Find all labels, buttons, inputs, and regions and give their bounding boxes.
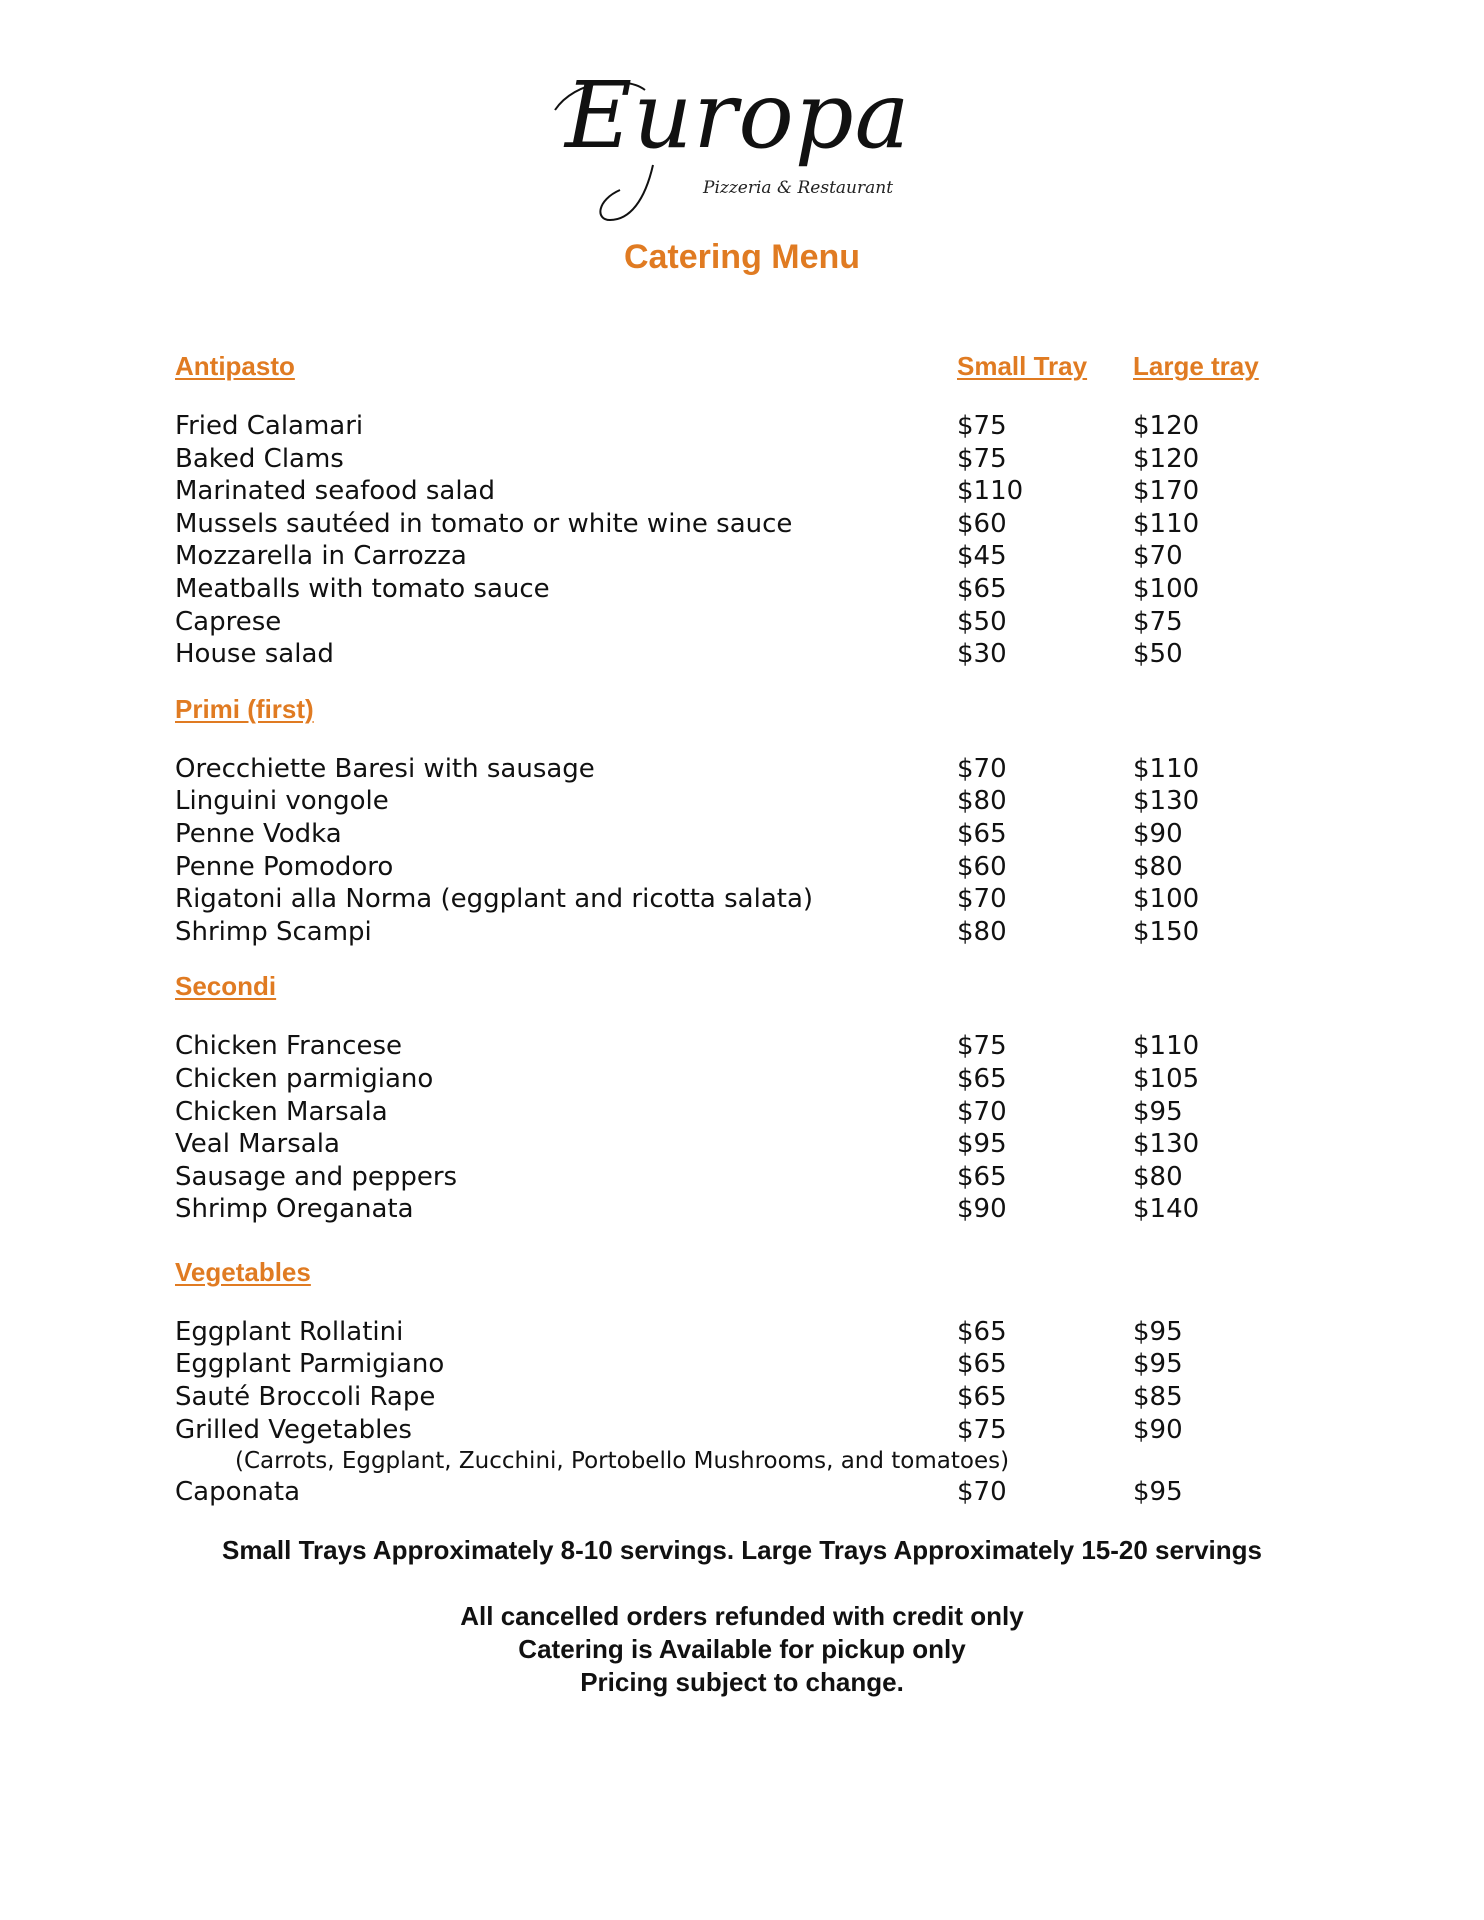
menu-item	[175, 1414, 1355, 1447]
large-tray-price: $130	[1133, 786, 1200, 817]
item-name: Caprese	[175, 606, 282, 637]
large-tray-price: $85	[1133, 1382, 1183, 1413]
small-tray-price: $90	[957, 1194, 1007, 1225]
item-name: Chicken Francese	[175, 1031, 403, 1062]
large-tray-price: $70	[1133, 541, 1183, 572]
small-tray-price: $70	[957, 1096, 1007, 1127]
small-tray-price: $110	[957, 476, 1024, 507]
menu-item	[175, 1063, 1355, 1096]
item-name: Eggplant Rollatini	[175, 1316, 404, 1347]
menu-item	[175, 638, 1355, 671]
section-heading-vegetables	[175, 1254, 1355, 1290]
large-tray-price: $120	[1133, 443, 1200, 474]
small-tray-price: $30	[957, 639, 1007, 670]
small-tray-price: $65	[957, 1063, 1007, 1094]
large-tray-price: $95	[1133, 1316, 1183, 1347]
column-header-large-tray: Large tray	[1133, 351, 1259, 381]
small-tray-price: $75	[957, 1031, 1007, 1062]
section-title: Vegetables	[175, 1256, 311, 1287]
section-title: Secondi	[175, 971, 277, 1002]
menu-item	[175, 410, 1355, 443]
large-tray-price: $95	[1133, 1349, 1183, 1380]
item-name: Eggplant Parmigiano	[175, 1349, 445, 1380]
small-tray-price: $70	[957, 753, 1007, 784]
item-name: Fried Calamari	[175, 411, 364, 441]
large-tray-price: $75	[1133, 606, 1183, 637]
item-name: Veal Marsala	[175, 1129, 340, 1160]
small-tray-price: $95	[957, 1129, 1007, 1160]
item-name: Orecchiette Baresi with sausage	[175, 753, 595, 784]
large-tray-price: $150	[1133, 916, 1200, 947]
policy-line: Pricing subject to change.	[580, 1667, 904, 1697]
large-tray-price: $170	[1133, 476, 1200, 507]
logo-subtitle: Pizzeria & Restaurant	[703, 178, 894, 198]
section-heading-secondi	[175, 968, 1355, 1004]
menu-item	[175, 475, 1355, 508]
item-name: Penne Pomodoro	[175, 851, 394, 882]
large-tray-price: $100	[1133, 573, 1200, 604]
section-heading-primi	[175, 691, 1355, 727]
large-tray-price: $95	[1133, 1477, 1183, 1508]
menu-item	[175, 916, 1355, 949]
menu-item	[175, 1128, 1355, 1161]
item-name: Shrimp Scampi	[175, 916, 372, 947]
small-tray-price: $70	[957, 884, 1007, 915]
section-title: Primi (first)	[175, 693, 314, 724]
large-tray-price: $90	[1133, 1414, 1183, 1445]
item-name: Chicken parmigiano	[175, 1063, 434, 1094]
menu-item	[175, 851, 1355, 884]
small-tray-price: $75	[957, 1414, 1007, 1445]
large-tray-price: $90	[1133, 818, 1183, 849]
menu-item	[175, 1316, 1355, 1349]
menu-item	[175, 606, 1355, 639]
small-tray-price: $60	[957, 508, 1007, 539]
item-name: Shrimp Oreganata	[175, 1194, 414, 1225]
item-name: Marinated seafood salad	[175, 476, 495, 507]
small-tray-price: $65	[957, 818, 1007, 849]
large-tray-price: $95	[1133, 1096, 1183, 1127]
item-note-text: (Carrots, Eggplant, Zucchini, Portobello Mushrooms, and tomatoes)	[235, 1448, 1010, 1475]
small-tray-price: $65	[957, 1349, 1007, 1380]
policy-notes	[0, 1600, 1484, 1699]
large-tray-price: $80	[1133, 1161, 1183, 1192]
small-tray-price: $65	[957, 573, 1007, 604]
item-note	[175, 1446, 1355, 1476]
item-name: Caponata	[175, 1477, 301, 1508]
small-tray-price: $50	[957, 606, 1007, 637]
small-tray-price: $65	[957, 1161, 1007, 1192]
menu-item	[175, 753, 1355, 786]
column-header-small-tray: Small Tray	[957, 351, 1088, 381]
menu-item	[175, 508, 1355, 541]
menu-item	[175, 1096, 1355, 1129]
menu-item	[175, 1476, 1355, 1509]
small-tray-price: $75	[957, 443, 1007, 474]
small-tray-price: $80	[957, 786, 1007, 817]
menu-item	[175, 785, 1355, 818]
menu-item	[175, 818, 1355, 851]
item-name: Mozzarella in Carrozza	[175, 541, 467, 572]
restaurant-logo	[535, 62, 915, 230]
item-name: Rigatoni alla Norma (eggplant and ricotta salata)	[175, 884, 814, 915]
small-tray-price: $80	[957, 916, 1007, 947]
menu-item	[175, 1193, 1355, 1226]
menu-item	[175, 443, 1355, 476]
menu-table	[175, 348, 1355, 1509]
policy-line: Catering is Available for pickup only	[518, 1634, 966, 1664]
menu-item	[175, 883, 1355, 916]
menu-item	[175, 573, 1355, 606]
item-name: Baked Clams	[175, 443, 344, 474]
item-name: Penne Vodka	[175, 818, 342, 849]
section-heading-antipasto	[175, 348, 1355, 384]
servings-note: Small Trays Approximately 8-10 servings. Large Trays Approximately 15-20 servings	[222, 1535, 1262, 1565]
menu-item	[175, 1348, 1355, 1381]
large-tray-price: $100	[1133, 884, 1200, 915]
item-name: Sauté Broccoli Rape	[175, 1382, 436, 1413]
small-tray-price: $75	[957, 411, 1007, 441]
small-tray-price: $65	[957, 1382, 1007, 1413]
item-name: Sausage and peppers	[175, 1161, 458, 1192]
menu-item	[175, 1381, 1355, 1414]
menu-item	[175, 1030, 1355, 1063]
large-tray-price: $50	[1133, 639, 1183, 670]
large-tray-price: $110	[1133, 508, 1200, 539]
item-name: Grilled Vegetables	[175, 1414, 412, 1445]
item-name: House salad	[175, 639, 334, 670]
large-tray-price: $140	[1133, 1194, 1200, 1225]
section-title: Antipasto	[175, 351, 295, 381]
page-title: Catering Menu	[623, 238, 861, 276]
large-tray-price: $110	[1133, 753, 1200, 784]
small-tray-price: $65	[957, 1316, 1007, 1347]
large-tray-price: $130	[1133, 1129, 1200, 1160]
small-tray-price: $45	[957, 541, 1007, 572]
item-name: Mussels sautéed in tomato or white wine sauce	[175, 508, 793, 539]
menu-item	[175, 1161, 1355, 1194]
small-tray-price: $60	[957, 851, 1007, 882]
item-name: Linguini vongole	[175, 786, 389, 817]
large-tray-price: $120	[1133, 411, 1200, 441]
large-tray-price: $105	[1133, 1063, 1200, 1094]
item-name: Chicken Marsala	[175, 1096, 388, 1127]
policy-line: All cancelled orders refunded with credit only	[460, 1601, 1024, 1631]
large-tray-price: $80	[1133, 851, 1183, 882]
small-tray-price: $70	[957, 1477, 1007, 1508]
large-tray-price: $110	[1133, 1031, 1200, 1062]
menu-item	[175, 540, 1355, 573]
item-name: Meatballs with tomato sauce	[175, 573, 550, 604]
logo-wordmark: Europa	[565, 62, 911, 169]
